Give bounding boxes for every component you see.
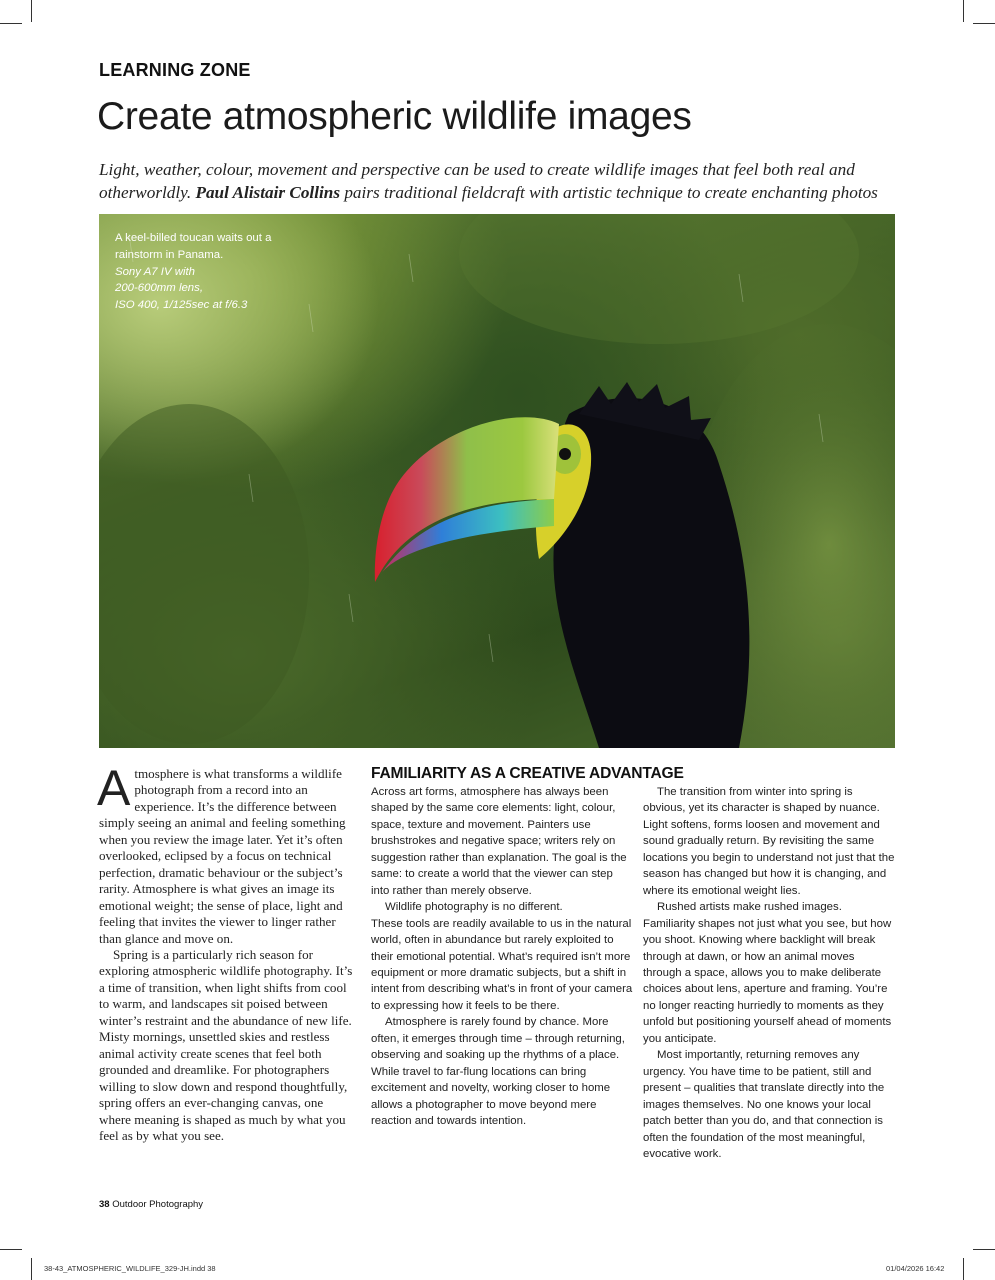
crop-mark-top-left-v [31,0,32,22]
leaf-blur-top [459,214,859,344]
page-number: 38 [99,1199,110,1210]
caption-lens: 200-600mm lens, [115,282,204,295]
publication-name: Outdoor Photography [112,1199,204,1210]
page-folio [99,1199,203,1210]
slug-date: 01/04/2026 16:42 [886,1264,945,1273]
body-paragraph: Atmosphere is rarely found by chance. More often, it emerges through time – through returning, observing and soaking up the rhythms of a place. While travel to far-flung locations can bring excitement and novelty, working closer to home allows a photographer to move beyond mere reaction and towards intention. [371,1016,625,1128]
leaf-blur-left [99,404,309,744]
crop-mark-bottom-right-v [963,1258,964,1280]
intro-text: tmosphere is what transforms a wildlife photograph from a record into an experience. It’s the difference between simply seeing an animal and feeling something when you review the image later. Yet it’s often overlooked, eclipsed by a focus on technical perfection, dramatic behaviour or the subject’s rarity. Atmosphere is what gives an image its emotional weight; the sense of place, light and feeling that invites the viewer to linger rather than glance and move on. [99,766,346,946]
crop-mark-bottom-left-h [0,1249,22,1250]
photo-caption [115,230,315,314]
standfirst-intro: Light, weather, colour, movement and perspective can be used to create wildlife images that feel both real and otherworldly. [99,160,855,202]
section-label: LEARNING ZONE [99,60,251,80]
body-paragraph: The transition from winter into spring is obvious, yet its character is shaped by nuance. Light softens, forms loosen and movement and sound gradually return. By revisiting the same locations you begin to understand not just that the season has changed but how it is changing, and where its emotional weight lies. [643,786,895,897]
slug-file: 38-43_ATMOSPHERIC_WILDLIFE_329-JH.indd 38 [44,1264,216,1273]
body-column-1 [97,760,353,1144]
caption-settings: ISO 400, 1/125sec at f/6.3 [115,299,248,312]
body-paragraph: Wildlife photography is no different. [385,901,563,914]
author-name: Paul Alistair Collins [195,183,341,202]
hero-photo-toucan [99,214,895,748]
body-paragraph: Across art forms, atmosphere has always been shaped by the same core elements: light, colour, space, texture and movement. Painters use brushstrokes and negative space; writers rely on suggestion rather than explanation. The goal is the same: to create a world that the viewer can step into rather than merely observe. [371,786,627,897]
standfirst [99,158,899,204]
body-paragraph: Rushed artists make rushed images. Familiarity shapes not just what you see, but how you shoot. Knowing where backlight will break through at dawn, or how an animal moves through a space, allows you to make deliberate choices about lens, aperture and framing. You’re no longer reacting hurriedly to moments as they unfold but positioning yourself ahead of moments you anticipate. [643,901,892,1045]
crop-mark-top-right-v [963,0,964,22]
caption-text: A keel-billed toucan waits out a rainstorm in Panama. [115,232,272,261]
crop-mark-bottom-right-h [973,1249,995,1250]
body-paragraph: Most importantly, returning removes any urgency. You have time to be patient, still and present – qualities that translate directly into the images themselves. No one knows your local patch better than you do, and that connection is often the foundation of the most meaningful, evocative work. [643,1049,885,1160]
body-column-3 [643,784,895,1162]
crop-mark-bottom-left-v [31,1258,32,1280]
intro-paragraph [97,760,353,947]
section-subhead: FAMILIARITY AS A CREATIVE ADVANTAGE [371,765,684,782]
caption-camera: Sony A7 IV with [115,265,195,278]
body-paragraph: These tools are readily available to us in the natural world, often in abundance but rarely exploited to their emotional potential. What’s required isn’t more equipment or more dramatic subjects, but a shift in intent from describing what’s in front of your camera to expressing how it feels to be there. [371,917,633,1012]
toucan-eye [559,448,571,460]
body-column-2 [371,784,633,1130]
standfirst-rest: pairs traditional fieldcraft with artistic technique to create enchanting photos [344,183,878,202]
crop-mark-top-right-h [973,23,995,24]
drop-cap: A [97,760,131,816]
page-title: Create atmospheric wildlife images [97,95,692,138]
body-paragraph: Spring is a particularly rich season for exploring atmospheric wildlife photography. It’s a time of transition, when light shifts from cool to warm, and landscapes sit poised between winter’s restraint and the abundance of new life. Misty mornings, unsettled skies and restless animal activity create scenes that feel both grounded and dreamlike. For photographers willing to slow down and respond thoughtfully, spring offers an ever-changing canvas, one where meaning is shaped as much by what you feel as by what you see. [99,946,353,1143]
crop-mark-top-left-h [0,23,22,24]
